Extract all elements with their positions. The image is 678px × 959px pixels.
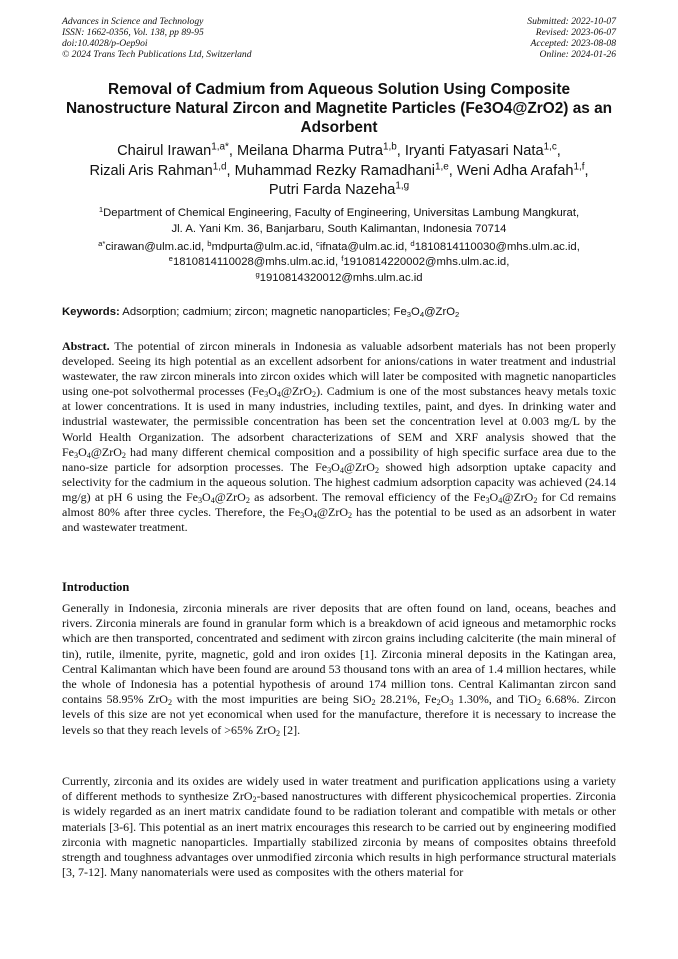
date-submitted: Submitted: 2022-10-07: [527, 16, 616, 27]
keywords-label: Keywords:: [62, 306, 120, 318]
formula: $Fe_3O_4@ZrO_2$: [315, 459, 380, 475]
journal-issn: ISSN: 1662-0356, Vol. 138, pp 89-95: [62, 27, 204, 38]
formula: $Fe_3O_4@ZrO_2$: [185, 489, 250, 505]
email-g[interactable]: $^g$1910814320012@mhs.ulm.ac.id: [255, 269, 423, 284]
formula: $Fe_3O_4@ZrO_2$: [288, 505, 353, 521]
formula: $Fe_3O_4@ZrO_2$: [252, 384, 317, 400]
section-heading-introduction: Introduction: [62, 580, 130, 594]
email-list: $^{a*}$cirawan@ulm.ac.id, $^b$mdpurta@ulm.ac.id, $^c$ifnata@ulm.ac.id, $^d$1810814110030@mhs.ulm.ac.id, $^e$1810814110028@mhs.ulm.ac.id, $^f$1910814220002@mhs.ulm.ac.id, $^g$1910814320012@mhs.ulm.ac.id: [98, 238, 580, 284]
author-5: Muhammad Rezky Ramadhani$^{1,e}$,: [234, 161, 457, 179]
author-2: Meilana Dharma Putra$^{1,b}$,: [236, 141, 405, 159]
abstract: Abstract. The potential of zircon minerals in Indonesia as valuable adsorbent materials has not been properly developed. Seeing its high potential as an excellent adsorbent for anions/cations in water treatment and industrial wastewater, the raw zircon minerals into zircon oxides which will later be composited with magnetic nanoparticles using one-pot solvothermal processes $(Fe_3O_4@ZrO_2)$. Cadmium is one of the most substances heavy metals toxic at lower concentrations. It is used in many industries, including textiles, paint, and dyes. In drinking water and industrial wastewater, the permissible concentration has been set the concentration level at 0.003 mg/L by the World Health Organization. The adsorbent characterizations of SEM and XRF analysis showed that the $Fe_3O_4@ZrO_2$ had many different chemical composition and a possibility of high specific surface area due to the nano-size particle for adsorption processes. The $Fe_3O_4@ZrO_2$ showed high adsorption uptake capacity and selectivity for the cadmium in the aqueous solution. The highest cadmium adsorption capacity was achieved (24.14 mg/g) at pH 6 using the $Fe_3O_4@ZrO_2$ as adsorbent. The removal efficiency of the $Fe_3O_4@ZrO_2$ for Cd remains almost 80% after three cycles. Therefore, the $Fe_3O_4@ZrO_2$ has the potential to be used as an adsorbent in water and wastewater treatment.: [62, 339, 617, 535]
email-e[interactable]: $^e$1810814110028@mhs.ulm.ac.id: [168, 254, 335, 269]
keywords-formula: $Fe_3O_4@ZrO_2$: [393, 306, 460, 319]
intro-paragraph-2: Currently, zirconia and its oxides are widely used in water treatment and purification applications using a variety of different methods to synthesize ZrO$_2$-based nanostructures with different physicochemical properties. Zirconia is widely regarded as an inert matrix candidate found to be radiation tolerant and compatible with metals or other materials [3-6]. This potential as an inert matrix encourages this research to be carried out by engineering modified zirconia with magnetic nanoparticles. Impartially stabilized zirconia by means of composites obtains threefold strength and toughness advantages over unmodified zirconia which results in high performance structural materials [3, 7-12]. Many nanomaterials were used as composites with the others material for: [62, 774, 616, 880]
affiliation: $^1$Department of Chemical Engineering, Faculty of Engineering, Universitas Lambung Mangkurat, Jl. A. Yani Km. 36, Banjarbaru, South Kalimantan, Indonesia 70714: [98, 204, 580, 235]
author-7: Putri Farda Nazeha$^{1,g}$: [268, 180, 410, 198]
keywords: [62, 305, 616, 319]
date-online: Online: 2024-01-26: [539, 49, 616, 60]
journal-copyright: © 2024 Trans Tech Publications Ltd, Switzerland: [62, 49, 252, 60]
email-f[interactable]: $^f$1910814220002@mhs.ulm.ac.id: [341, 254, 507, 269]
abstract-label: Abstract.: [62, 339, 110, 353]
email-a[interactable]: $^{a*}$cirawan@ulm.ac.id: [98, 238, 202, 253]
date-revised: Revised: 2023-06-07: [535, 27, 616, 38]
email-c[interactable]: $^c$ifnata@ulm.ac.id: [315, 238, 405, 253]
date-accepted: Accepted: 2023-08-08: [530, 38, 616, 49]
journal-name: Advances in Science and Technology: [62, 16, 204, 27]
keywords-text: Adsorption; cadmium; zircon; magnetic nanoparticles;: [122, 306, 394, 318]
email-b[interactable]: $^b$mdpurta@ulm.ac.id: [207, 238, 310, 253]
email-d[interactable]: $^d$1810814110030@mhs.ulm.ac.id: [410, 238, 577, 253]
formula: $Fe_3O_4@ZrO_2$: [473, 489, 538, 505]
paper-title: Removal of Cadmium from Aqueous Solution Using Composite Nanostructure Natural Zircon and Magnetite Particles (Fe3O4@ZrO2) as an Adsorbent: [65, 81, 613, 136]
author-6: Weni Adha Arafah$^{1,f}$,: [456, 161, 589, 179]
intro-paragraph-1: Generally in Indonesia, zirconia minerals are river deposits that are often found on land, oceans, beaches and rivers. Zirconia minerals are found in granular form which is a breakdown of acid igneous and metamorphic rocks which are then transported, concentrated and sediment with zircon grains including calciterite (the main mineral of tin), rutile, ilmenite, pyrite, magnetic, gold and iron oxides [1]. Zirconia mineral deposits in the Katingan area, Central Kalimantan which have been found are around 53 thousand tons with an area of 1.4 million hectares, while the whole of Indonesia has a potential hypothesis of around 174 million tons. Central Kalimantan zircon sand contains 58.95% ZrO$_2$ with the most impurities are being SiO$_2$ 28.21%, $Fe_2O_3$ 1.30%, and TiO$_2$ 6.68%. Zircon levels of this size are not yet economical when used for the manufacture, therefore it is necessary to increase the levels so that they reach levels of >65% ZrO$_2$ [2].: [62, 601, 617, 738]
author-3: Iryanti Fatyasari Nata$^{1,c}$,: [404, 141, 561, 159]
journal-doi: doi:10.4028/p-Oep9oi: [62, 38, 148, 49]
author-list: [62, 142, 616, 201]
author-4: Rizali Aris Rahman$^{1,d}$,: [89, 161, 235, 179]
author-1: Chairul Irawan$^{1,a*}$,: [117, 141, 237, 159]
journal-meta: [62, 16, 252, 60]
formula: $Fe_3O_4@ZrO_2$: [62, 444, 126, 460]
article-dates: [527, 16, 616, 60]
